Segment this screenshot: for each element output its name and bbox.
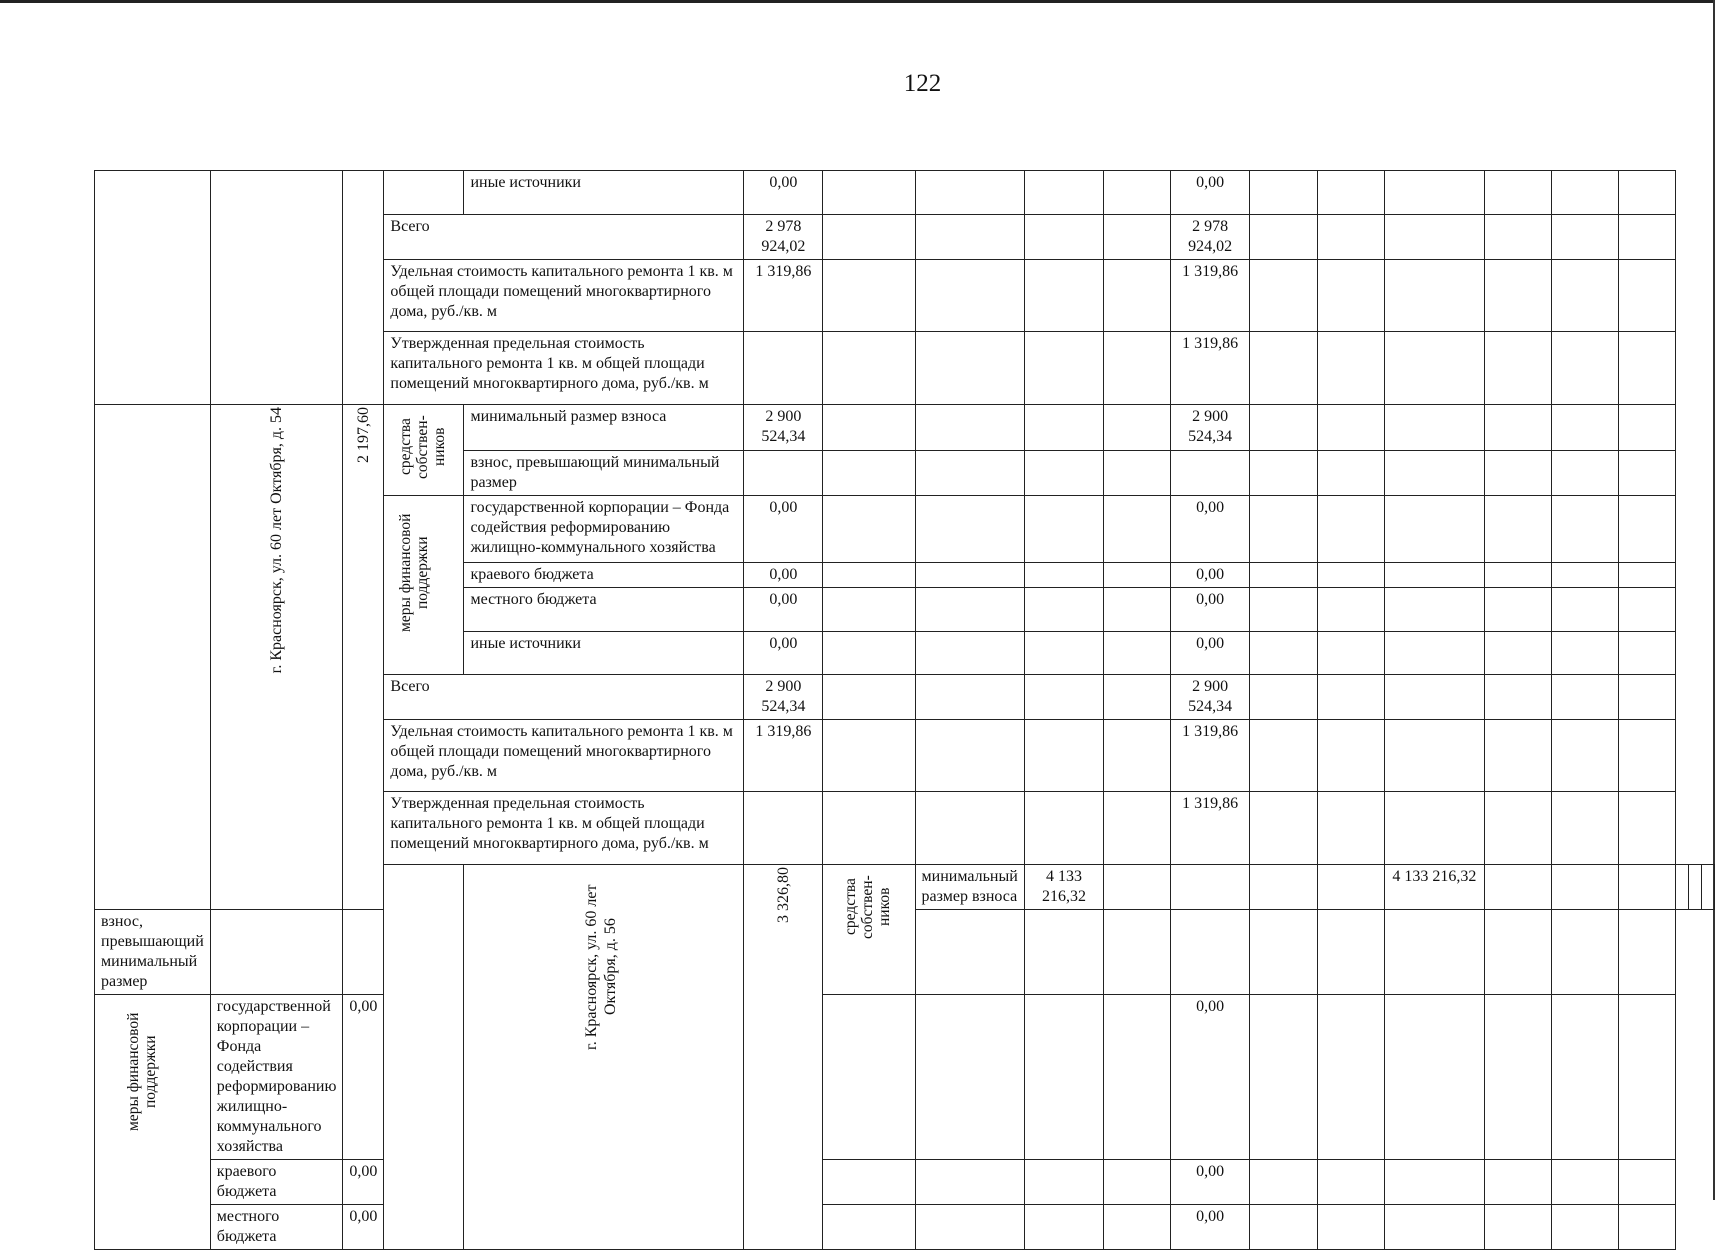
row-label-approved-cost: Утвержденная предельная стоимость капитального ремонта 1 кв. м общей площади помещений многоквартирного дома, руб./кв. м	[384, 792, 744, 865]
total-cost-value: 2 978 924,02	[744, 215, 823, 260]
total-cost-value: 0,00	[744, 171, 823, 215]
table-row	[95, 1205, 1715, 1250]
page-number: 122	[903, 70, 942, 97]
work-cost-value: 1 319,86	[1170, 260, 1249, 332]
repair-cost-table	[94, 170, 1715, 1250]
table-row	[95, 995, 1715, 1160]
row-label-approved-cost: Утвержденная предельная стоимость капитального ремонта 1 кв. м общей площади помещений многоквартирного дома, руб./кв. м	[384, 332, 744, 405]
row-label-min-fee: минимальный размер взноса	[464, 405, 744, 451]
row-label-total: Всего	[384, 675, 744, 720]
total-cost-value: 0,00	[343, 1205, 384, 1250]
work-cost-value: 4 133 216,32	[1385, 865, 1485, 910]
category-support: меры финансовой поддержки	[95, 995, 211, 1250]
total-cost-value: 0,00	[744, 588, 823, 632]
row-label-fund: государственной корпорации – Фонда содействия реформированию жилищно-коммунального хозяйства	[210, 995, 343, 1160]
row-label-min-fee: минимальный размер взноса	[915, 865, 1024, 910]
table-row	[95, 1160, 1715, 1205]
total-cost-value: 0,00	[343, 995, 384, 1160]
cell-area: 2 197,60	[343, 405, 384, 910]
row-label-fund: государственной корпорации – Фонда содействия реформированию жилищно-коммунального хозяйства	[464, 496, 744, 563]
cell-address: г. Красноярск, ул. 60 лет Октября, д. 56	[464, 865, 744, 1250]
total-cost-value: 2 900 524,34	[744, 675, 823, 720]
row-label-over-fee: взнос, превышающий минимальный размер	[95, 910, 211, 995]
work-cost-value: 0,00	[1170, 171, 1249, 215]
work-cost-value: 1 319,86	[1170, 720, 1249, 792]
cell-address	[210, 171, 343, 405]
cell-index	[384, 865, 464, 1250]
work-cost-value: 2 900 524,34	[1170, 405, 1249, 451]
total-cost-value: 1 319,86	[744, 720, 823, 792]
cell-index	[95, 405, 211, 910]
row-label-over-fee: взнос, превышающий минимальный размер	[464, 450, 744, 496]
cell-area: 3 326,80	[744, 865, 823, 1250]
total-cost-value: 0,00	[744, 632, 823, 675]
work-cost-value: 0,00	[1170, 1160, 1249, 1205]
category-support: меры финансовой поддержки	[384, 496, 464, 675]
cell-index	[95, 171, 211, 405]
page-frame-top	[0, 0, 1715, 3]
total-cost-value: 0,00	[343, 1160, 384, 1205]
row-label-regional: краевого бюджета	[464, 563, 744, 588]
category-owners: средства собствен-ников	[823, 865, 915, 995]
row-label-unit-cost: Удельная стоимость капитального ремонта 1 кв. м общей площади помещений многоквартирного дома, руб./кв. м	[384, 720, 744, 792]
work-cost-value: 0,00	[1170, 1205, 1249, 1250]
total-cost-value: 4 133 216,32	[1024, 865, 1103, 910]
category-owners: средства собствен-ников	[384, 405, 464, 496]
work-cost-value: 0,00	[1170, 632, 1249, 675]
row-label-total: Всего	[384, 215, 744, 260]
work-cost-value: 2 978 924,02	[1170, 215, 1249, 260]
work-cost-value: 1 319,86	[1170, 332, 1249, 405]
work-cost-value: 0,00	[1170, 588, 1249, 632]
row-label-other: иные источники	[464, 171, 744, 215]
total-cost-value: 0,00	[744, 563, 823, 588]
table-row	[95, 405, 1715, 451]
table-row	[95, 171, 1715, 215]
cell-category	[384, 171, 464, 215]
work-cost-value: 0,00	[1170, 496, 1249, 563]
row-label-other: иные источники	[464, 632, 744, 675]
total-cost-value: 1 319,86	[744, 260, 823, 332]
work-cost-value: 2 900 524,34	[1170, 675, 1249, 720]
total-cost-value: 0,00	[744, 496, 823, 563]
row-label-local: местного бюджета	[464, 588, 744, 632]
row-label-unit-cost: Удельная стоимость капитального ремонта 1 кв. м общей площади помещений многоквартирного дома, руб./кв. м	[384, 260, 744, 332]
row-label-local: местного бюджета	[210, 1205, 343, 1250]
work-cost-value: 0,00	[1170, 563, 1249, 588]
cell-address: г. Красноярск, ул. 60 лет Октября, д. 54	[210, 405, 343, 910]
work-cost-value: 1 319,86	[1170, 792, 1249, 865]
work-cost-value: 0,00	[1170, 995, 1249, 1160]
row-label-regional: краевого бюджета	[210, 1160, 343, 1205]
cell-area	[343, 171, 384, 405]
total-cost-value: 2 900 524,34	[744, 405, 823, 451]
